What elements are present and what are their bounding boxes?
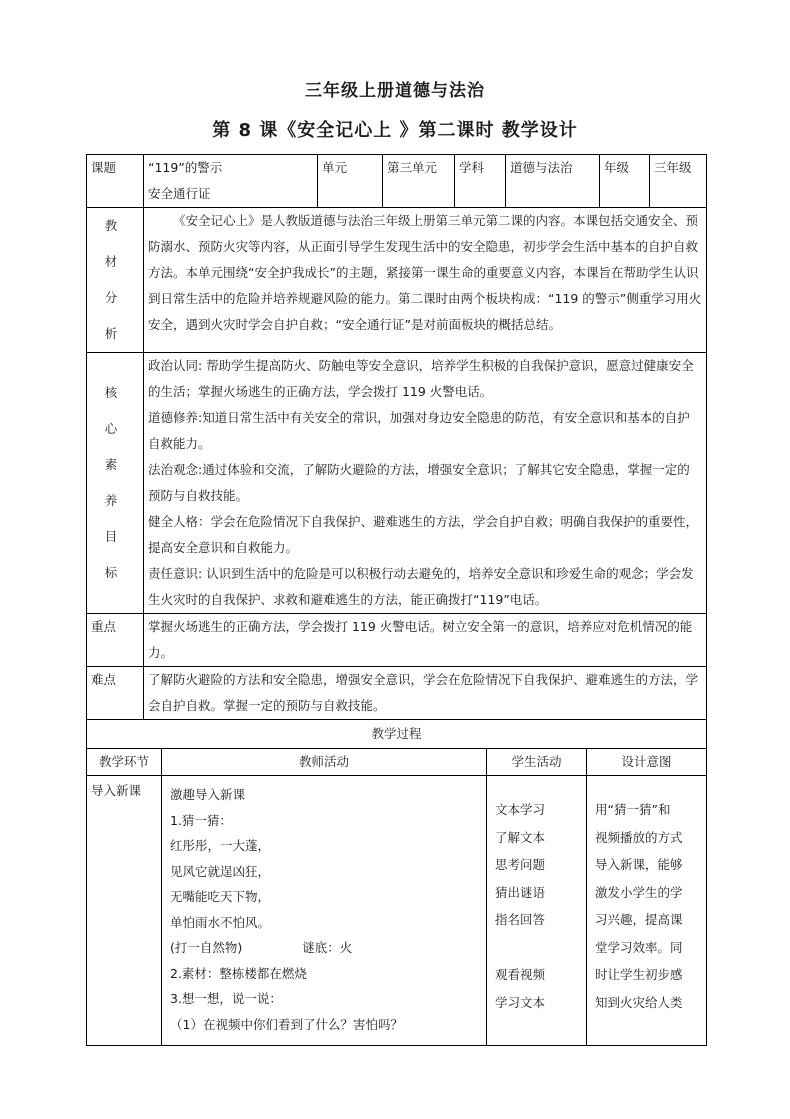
teacher-line: 激趣导入新课 — [170, 787, 246, 802]
teacher-line: 2.素材：整栋楼都在燃烧 — [170, 965, 307, 981]
intent-line: 视频播放的方式 — [595, 829, 683, 845]
teacher-line: 无嘴能吃天下物， — [170, 889, 271, 904]
topic-label: 课题 — [87, 155, 144, 208]
intent-line: 激发小学生的学 — [595, 884, 683, 900]
lesson-title: 第 8 课《安全记心上 》第二课时 教学设计 — [212, 120, 578, 141]
student-line: 思考问题 — [495, 857, 546, 872]
teacher-line: 1.猜一猜： — [170, 812, 232, 828]
design-intent-cell — [587, 776, 707, 1046]
student-line: 文本学习 — [495, 802, 546, 817]
key-point-text: 掌握火场逃生的正确方法，学会拨打 119 火警电话。树立安全第一的意识，培养应对危机情况的能力。 — [144, 614, 707, 667]
intent-line: 堂学习效率。同 — [595, 939, 683, 955]
grade-label: 年级 — [600, 155, 650, 208]
process-table — [86, 719, 707, 1046]
core-goal-item: 政治认同: 帮助学生提高防火、防触电等安全意识，培养学生积极的自我保护意识，愿意过健康安全的生活；掌握火场逃生的正确方法，学会拨打 119 火警电话。 — [148, 358, 694, 399]
subject-label: 学科 — [455, 155, 506, 208]
riddle-answer: 谜底：火 — [302, 940, 353, 955]
core-goals-text — [144, 353, 707, 614]
teacher-line: 见风它就逞凶狂， — [170, 863, 271, 879]
document-title: 三年级上册道德与法治 — [305, 81, 485, 101]
process-header-row — [87, 749, 707, 776]
intent-line: 习兴趣，提高课 — [595, 912, 683, 927]
core-goal-item: 责任意识: 认识到生活中的危险是可以积极行动去避免的，培养安全意识和珍爱生命的观念；学会发生火灾时的自我保护、求救和避难逃生的方法，能正确拨打“119”电话。 — [148, 566, 694, 607]
header-intent: 设计意图 — [587, 749, 707, 776]
process-row — [87, 776, 707, 1046]
topic-line-1: “119”的警示 — [148, 160, 223, 175]
intent-line: 用“猜一猜”和 — [595, 802, 671, 817]
student-line — [495, 934, 582, 962]
student-activity-cell — [487, 776, 587, 1046]
core-goals-label: 核 心 素 养 目 标 — [87, 353, 144, 614]
difficult-point-text: 了解防火避险的方法和安全隐患，增强安全意识，学会在危险情况下自我保护、避难逃生的方法，学会自护自救。掌握一定的预防与自救技能。 — [144, 667, 707, 720]
teacher-line: （1）在视频中你们看到了什么？害怕吗？ — [170, 1016, 403, 1032]
subject-value: 道德与法治 — [506, 155, 600, 208]
stage-cell: 导入新课 — [87, 776, 162, 1046]
header-teacher: 教师活动 — [162, 749, 487, 776]
student-line: 了解文本 — [495, 829, 546, 845]
difficult-point-row — [87, 667, 707, 720]
teacher-line: 红彤彤，一大蓬， — [170, 838, 271, 853]
header-stage: 教学环节 — [87, 749, 162, 776]
student-line: 猜出谜语 — [495, 884, 546, 900]
core-goals-row — [87, 353, 707, 614]
unit-label: 单元 — [318, 155, 383, 208]
header-row — [87, 155, 707, 208]
intent-line: 时让学生初步感 — [595, 967, 683, 982]
grade-value: 三年级 — [650, 155, 707, 208]
info-table — [86, 154, 707, 720]
intent-line: 导入新课，能够 — [595, 857, 683, 872]
analysis-row — [87, 208, 707, 353]
process-title: 教学过程 — [87, 720, 707, 749]
topic-line-2: 安全通行证 — [148, 186, 211, 201]
intent-line: 知到火灾给人类 — [595, 994, 683, 1010]
core-goal-item: 道德修养:知道日常生活中有关安全的常识，加强对身边安全隐患的防范，有安全意识和基本的自护自救能力。 — [148, 410, 690, 451]
core-goal-item: 健全人格：学会在危险情况下自我保护、避难逃生的方法，学会自护自救；明确自我保护的重要性，提高安全意识和自救能力。 — [148, 514, 699, 555]
unit-value: 第三单元 — [383, 155, 455, 208]
core-goal-item: 法治观念:通过体验和交流，了解防火避险的方法，增强安全意识；了解其它安全隐患，掌握一定的预防与自救技能。 — [148, 462, 690, 503]
student-line: 指名回答 — [495, 912, 546, 927]
process-title-row — [87, 720, 707, 749]
student-line: 学习文本 — [495, 994, 546, 1010]
teacher-line: 3.想一想，说一说： — [170, 991, 282, 1006]
analysis-text: 《安全记心上》是人教版道德与法治三年级上册第三单元第二课的内容。本课包括交通安全、预防溺水、预防火灾等内容，从正面引导学生发现生活中的安全隐患，初步学会生活中基本的自护自救方法。本单元围绕“安全护我成长”的主题，紧接第一课生命的重要意义内容，本课旨在帮助学生认识到日常生活中的危险并培养规避风险的能力。第二课时由两个板块构成：“119 的警示”侧重学习用火安全，遇到火灾时学会自护自救；“安全通行证”是对前面板块的概括总结。 — [144, 208, 707, 353]
topic-value — [144, 155, 318, 208]
analysis-label: 教 材 分 析 — [87, 208, 144, 353]
key-point-row — [87, 614, 707, 667]
student-line: 观看视频 — [495, 967, 546, 982]
teacher-line: 单怕雨水不怕风。 — [170, 914, 271, 930]
teacher-activity-cell — [162, 776, 487, 1046]
header-student: 学生活动 — [487, 749, 587, 776]
lesson-plan-table — [86, 154, 706, 1046]
riddle-hint-line: (打一自然物) 谜底：火 — [170, 940, 353, 955]
key-point-label: 重点 — [87, 614, 144, 667]
difficult-point-label: 难点 — [87, 667, 144, 720]
